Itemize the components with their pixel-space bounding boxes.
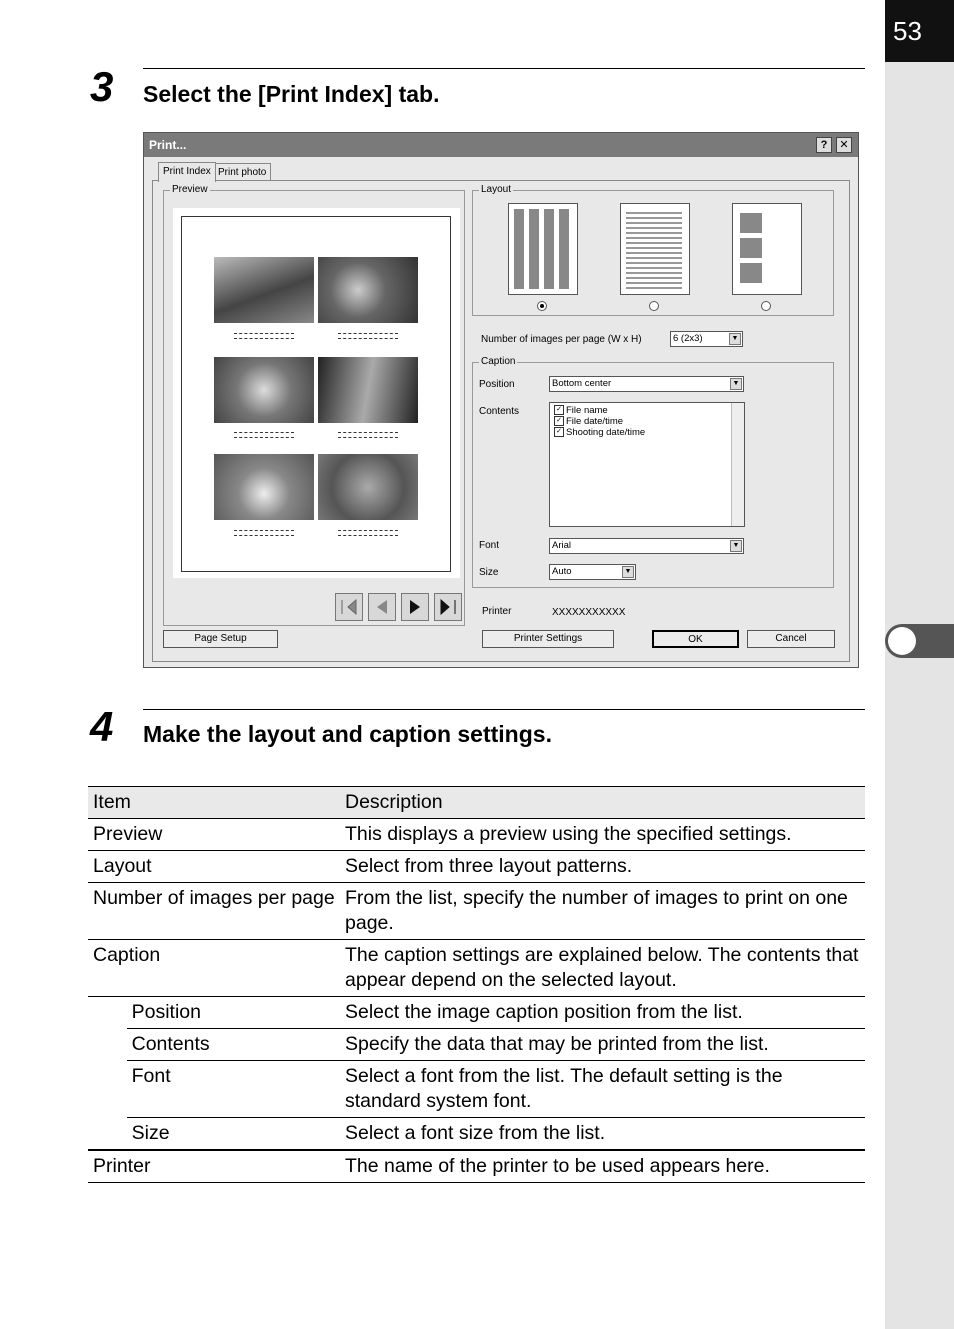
row-description: Select a font from the list. The default setting is the standard system font. [345,1065,783,1112]
row-item: Font [131,1065,171,1087]
prev-page-button[interactable] [368,593,396,621]
preview-photo [214,454,314,520]
tab-print-index[interactable]: Print Index [158,162,216,182]
step4-title: Make the layout and caption settings. [143,721,552,747]
chevron-down-icon: ▼ [729,333,741,345]
chevron-down-icon: ▼ [622,566,634,578]
row-item: Position [131,1001,201,1023]
row-item: Preview [93,823,163,845]
layout-large-cells [740,213,762,283]
preview-caption [234,432,294,438]
chevron-down-icon: ▼ [730,378,742,390]
row-item: Size [131,1122,170,1144]
font-label: Font [479,540,500,551]
row-description: Select a font size from the list. [345,1122,606,1144]
size-select[interactable] [549,564,636,580]
step4-number: 4 [90,703,114,750]
row-item: Contents [131,1033,210,1055]
preview-label: Preview [172,184,208,195]
layout-grid-cells [514,209,570,289]
preview-photo [318,357,418,423]
contents-item[interactable]: ✓ File date/time [554,416,623,427]
last-page-button[interactable] [434,593,462,621]
step4-rule [143,709,865,710]
preview-caption [338,432,398,438]
next-page-icon [402,594,428,620]
table-row [88,940,865,997]
table-row [88,1061,865,1118]
next-page-button[interactable] [401,593,429,621]
header-item: Item [93,791,131,813]
printer-settings-button[interactable]: Printer Settings [482,630,614,648]
preview-photo [214,257,314,323]
row-description: From the list, specify the number of images to print on one page. [345,887,848,934]
preview-caption [338,333,398,339]
print-dialog [143,132,859,668]
table-row [88,851,865,883]
page-setup-button[interactable]: Page Setup [163,630,278,648]
position-label: Position [479,379,515,390]
tab-print-photo[interactable]: Print photo [213,163,271,181]
printer-label: Printer [482,606,512,617]
settings-table [88,786,865,1183]
table-row [88,883,865,940]
preview-photo [214,357,314,423]
row-item: Printer [93,1155,151,1177]
row-description: The name of the printer to be used appears here. [345,1155,770,1177]
chapter-dot-icon [888,627,916,655]
page-number: 53 [885,0,954,62]
prev-page-icon [369,594,395,620]
images-per-page-select[interactable] [670,331,743,347]
first-page-icon [336,594,362,620]
position-value: Bottom center [552,378,612,389]
preview-caption [234,333,294,339]
layout-label: Layout [481,184,512,195]
table-header [88,787,865,819]
position-select[interactable] [549,376,744,392]
close-icon[interactable]: ✕ [836,137,852,153]
row-description: Select the image caption position from the list. [345,1001,743,1023]
table-row [88,1118,865,1151]
contents-item[interactable]: ✓ File name [554,405,608,416]
contents-list[interactable] [549,402,745,527]
font-select[interactable] [549,538,744,554]
row-description: This displays a preview using the specified settings. [345,823,792,845]
contents-item[interactable]: ✓ Shooting date/time [554,427,645,438]
step3-number: 3 [90,63,114,110]
preview-caption [338,530,398,536]
preview-page [181,216,451,572]
table-row [88,997,865,1029]
row-indent [88,1061,127,1118]
row-description: The caption settings are explained below. The contents that appear depend on the selected layout. [345,944,859,991]
row-indent [88,1118,127,1151]
table-row [88,1029,865,1061]
images-per-page-value: 6 (2x3) [673,333,703,344]
dialog-titlebar [144,133,858,157]
preview-group [163,184,465,626]
checkbox-checked-icon: ✓ [554,416,564,426]
size-label: Size [479,567,499,578]
row-item: Caption [93,944,161,966]
chevron-down-icon: ▼ [730,540,742,552]
layout-radio-2[interactable] [649,301,659,311]
row-description: Specify the data that may be printed from the list. [345,1033,769,1055]
contents-label: Contents [479,406,520,417]
layout-radio-1[interactable] [537,301,547,311]
size-value: Auto [552,566,572,577]
row-item: Layout [93,855,152,877]
last-page-icon [435,594,461,620]
cancel-button[interactable]: Cancel [747,630,835,648]
row-description: Select from three layout patterns. [345,855,633,877]
help-icon[interactable]: ? [816,137,832,153]
checkbox-checked-icon: ✓ [554,405,564,415]
preview-photo [318,454,418,520]
first-page-button[interactable] [335,593,363,621]
printer-name: XXXXXXXXXXX [552,607,626,618]
font-value: Arial [552,540,572,551]
step3-title: Select the [Print Index] tab. [143,81,440,107]
step3-rule [143,68,865,69]
table-row [88,819,865,851]
contents-scrollbar[interactable] [731,403,744,526]
caption-label: Caption [481,356,516,367]
side-strip [885,0,954,1329]
checkbox-checked-icon: ✓ [554,427,564,437]
ok-button[interactable]: OK [652,630,739,648]
dialog-title: Print... [149,138,187,152]
images-per-page-label: Number of images per page (W x H) [481,334,642,345]
row-indent [88,1029,127,1061]
preview-photo [318,257,418,323]
layout-list-cells [626,209,682,289]
header-description: Description [345,791,443,813]
layout-radio-3[interactable] [761,301,771,311]
row-indent [88,997,127,1029]
table-row [88,1150,865,1183]
row-item: Number of images per page [93,887,335,909]
preview-caption [234,530,294,536]
preview-area [173,208,460,578]
